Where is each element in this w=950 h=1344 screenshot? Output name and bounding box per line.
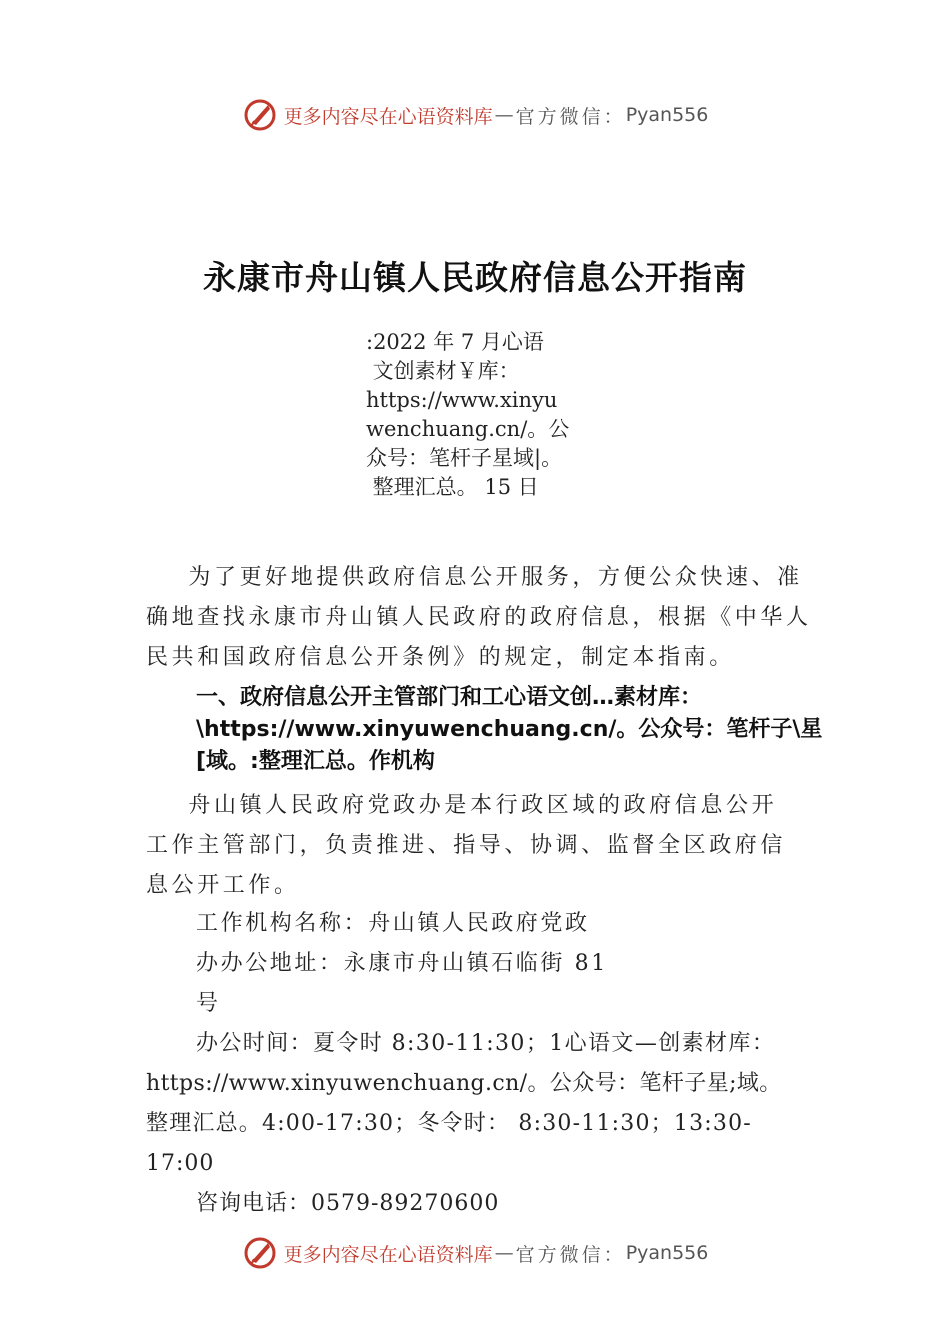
section-heading-line: \https://www.xinyuwenchuang.cn/。公众号：笔杆子\星 <box>196 717 823 742</box>
footer-watermark <box>0 1233 950 1273</box>
quill-logo-icon <box>242 1235 278 1271</box>
dateline-line: :2022 年 7 月心语 <box>366 330 544 354</box>
section-heading-line: 一、政府信息公开主管部门和工心语文创…素材库： <box>196 685 703 710</box>
intro-line: 为了更好地提供政府信息公开服务，方便公众快速、准 <box>146 565 803 590</box>
document-title: 永康市舟山镇人民政府信息公开指南 <box>203 258 747 297</box>
section-body-line: 息公开工作。 <box>146 873 300 898</box>
header-watermark <box>0 95 950 135</box>
quill-logo-icon <box>242 97 278 133</box>
office-hours-line: https://www.xinyuwenchuang.cn/。公众号：笔杆子星;域。 <box>146 1071 782 1096</box>
dateline-line: wenchuang.cn/。公 <box>366 417 570 441</box>
watermark-separator: — <box>494 104 514 126</box>
dateline-line: 文创素材￥库： <box>366 359 520 383</box>
watermark-separator: — <box>494 1242 514 1264</box>
office-hours-line: 办公时间：夏令时 8:30-11:30；1心语文—创素材库： <box>196 1031 776 1056</box>
intro-line: 确地查找永康市舟山镇人民政府的政府信息，根据《中华人 <box>146 605 812 630</box>
intro-line: 民共和国政府信息公开条例》的规定，制定本指南。 <box>146 645 735 670</box>
contact-phone: 咨询电话：0579-89270600 <box>196 1191 500 1216</box>
dateline-line: https://www.xinyu <box>366 388 558 412</box>
watermark-wechat-label: 官方微信： <box>515 1243 626 1266</box>
watermark-text: 更多内容尽在心语资料库 <box>283 1243 493 1266</box>
dateline-line: 整理汇总。 15 日 <box>366 475 539 499</box>
section-body-line: 工作主管部门，负责推进、指导、协调、监督全区政府信 <box>146 833 787 858</box>
office-address-cont: 号 <box>196 991 221 1016</box>
office-hours-line: 17:00 <box>146 1151 215 1176</box>
watermark-wechat-label: 官方微信： <box>515 105 626 128</box>
dateline-line: 众号：笔杆子星域|。 <box>366 446 563 470</box>
office-name: 工作机构名称：舟山镇人民政府党政 <box>196 911 590 936</box>
watermark-wechat-id: Pyan556 <box>625 1242 709 1264</box>
section-body-line: 舟山镇人民政府党政办是本行政区域的政府信息公开 <box>146 793 778 818</box>
office-hours-line: 整理汇总。4:00-17:30；冬令时： 8:30-11:30；13:30- <box>146 1111 752 1136</box>
office-address: 办办公地址：永康市舟山镇石临街 81 <box>196 951 608 976</box>
section-heading-line: [域。:整理汇总。作机构 <box>196 749 435 774</box>
watermark-wechat-id: Pyan556 <box>625 104 709 126</box>
watermark-text: 更多内容尽在心语资料库 <box>283 105 493 128</box>
